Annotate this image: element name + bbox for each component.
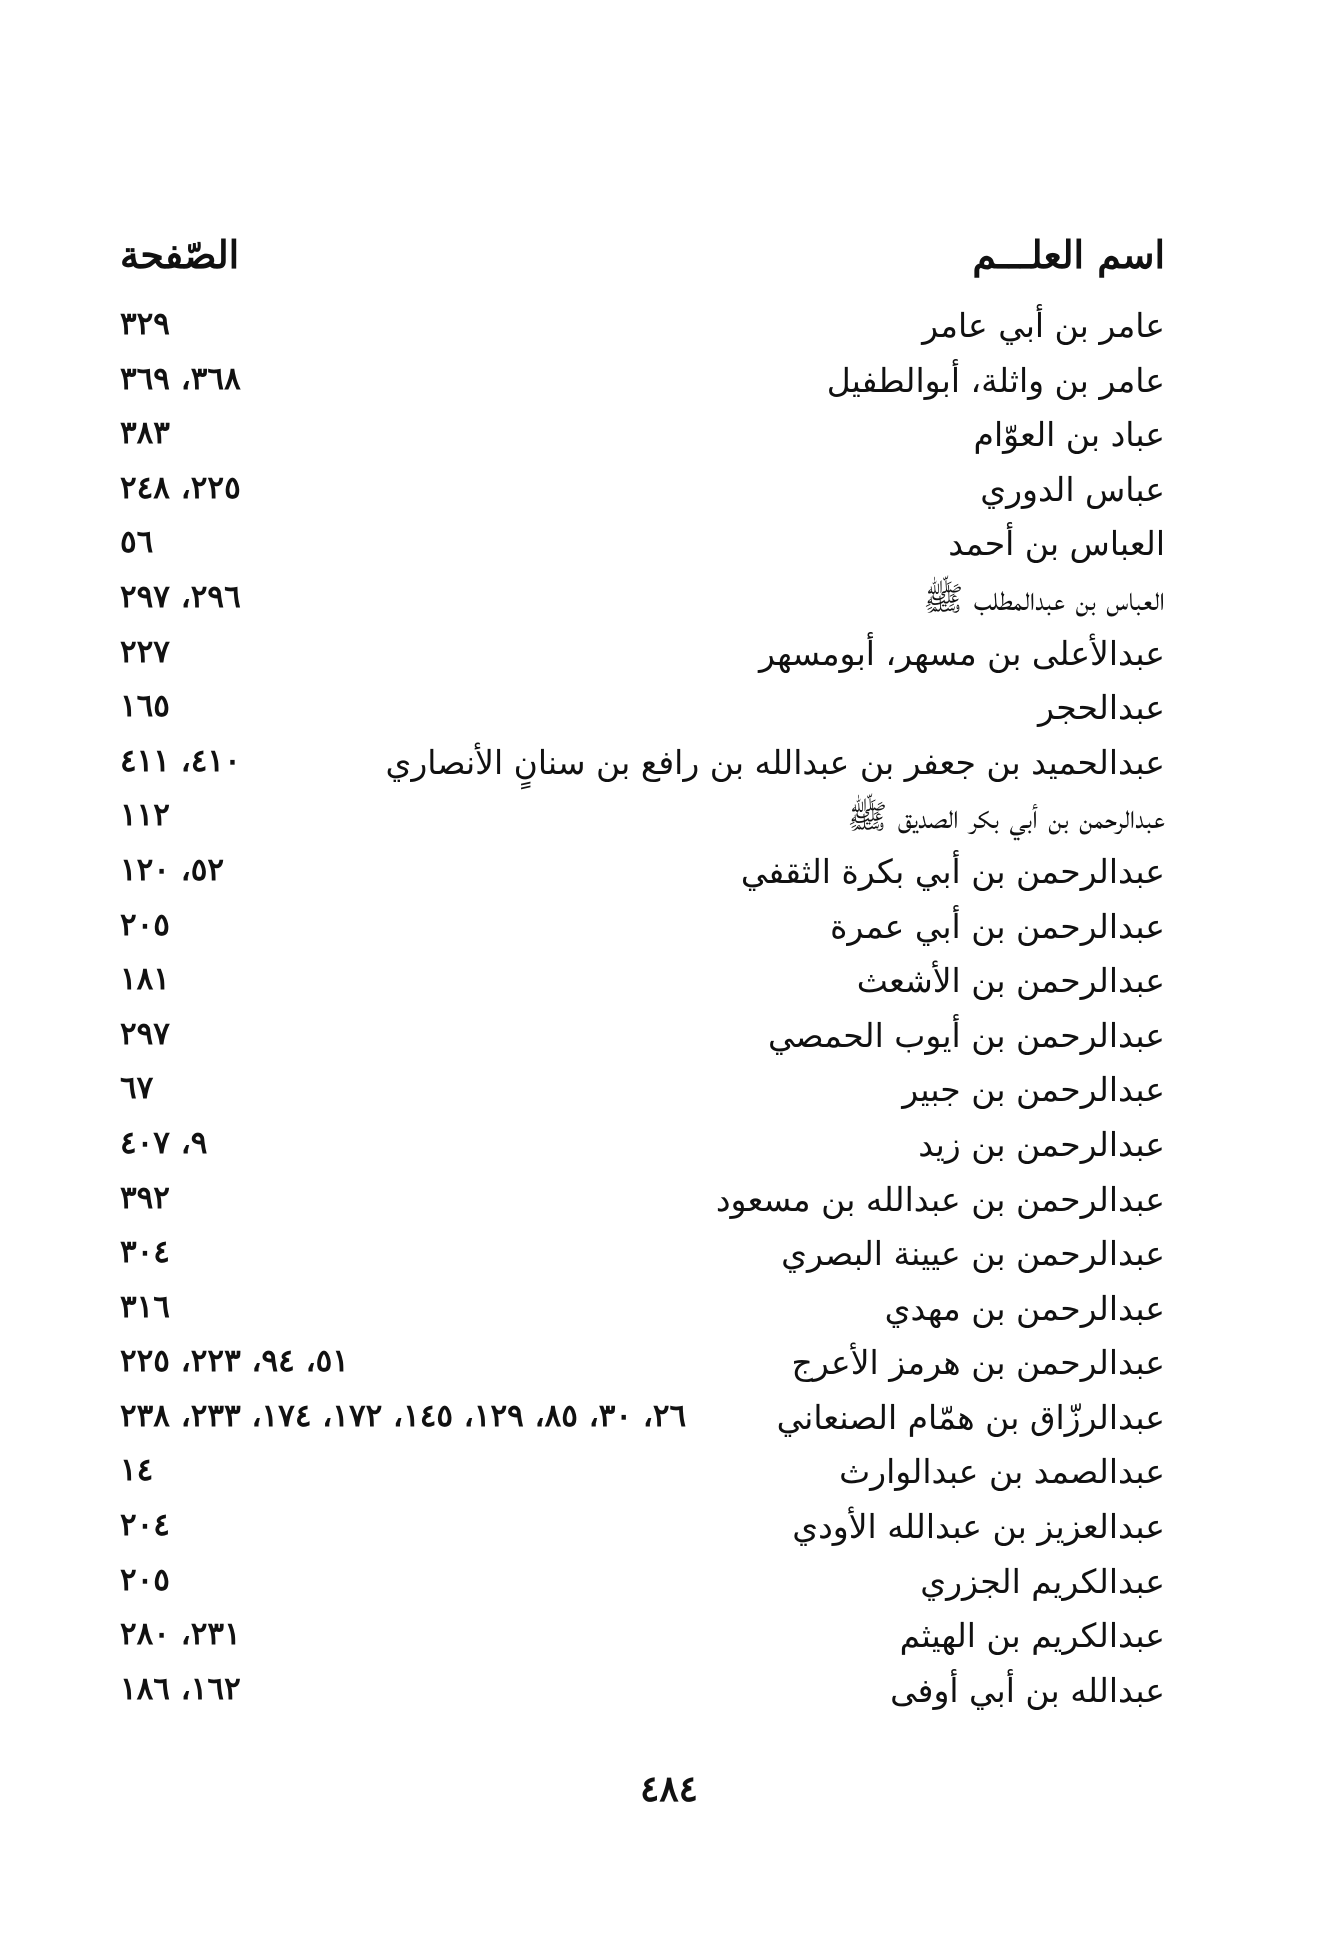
index-entry <box>120 355 1165 410</box>
index-entry <box>120 1119 1165 1174</box>
entry-name: عبدالرحمن بن جبير <box>902 1070 1165 1110</box>
index-entry <box>120 464 1165 519</box>
index-entry <box>120 1064 1165 1119</box>
index-entry <box>120 518 1165 573</box>
entry-pages: ٢٠٤ <box>120 1507 170 1544</box>
entry-pages: ٢٩٦، ٢٩٧ <box>120 578 241 615</box>
entry-name: عبدالحميد بن جعفر بن عبدالله بن رافع بن سنانٍ الأنصاري <box>385 742 1165 782</box>
entry-pages: ١٦٢، ١٨٦ <box>120 1670 241 1707</box>
index-list <box>120 300 1165 1719</box>
entry-pages: ٩، ٤٠٧ <box>120 1124 208 1161</box>
index-entry <box>120 682 1165 737</box>
entry-name: عبدالرحمن بن أبي بكرة الثقفي <box>740 851 1165 891</box>
entry-name: عباس الدوري <box>980 469 1165 509</box>
entry-pages: ٢٣١، ٢٨٠ <box>120 1616 241 1653</box>
entry-name: عبدالأعلى بن مسهر، أبومسهر <box>759 633 1165 673</box>
entry-pages: ٣٩٢ <box>120 1179 170 1216</box>
entry-name: عبدالرحمن بن أبي عمرة <box>830 906 1165 946</box>
entry-name: عبدالله بن أبي أوفى <box>890 1670 1165 1710</box>
index-entry <box>120 628 1165 683</box>
index-entry <box>120 1501 1165 1556</box>
entry-name: عبدالرزّاق بن همّام الصنعاني <box>776 1397 1165 1437</box>
entry-pages: ٢٦، ٣٠، ٨٥، ١٢٩، ١٤٥، ١٧٢، ١٧٤، ٢٣٣، ٢٣٨ <box>120 1397 687 1434</box>
entry-name: عبدالرحمن بن مهدي <box>884 1288 1165 1328</box>
entry-name: عبدالرحمن بن الأشعث <box>856 961 1165 1001</box>
entry-name: عبدالرحمن بن زيد <box>918 1124 1165 1164</box>
entry-pages: ٢٩٧ <box>120 1015 170 1052</box>
index-entry <box>120 1228 1165 1283</box>
index-header <box>120 232 1165 292</box>
page-column-heading: الصّفحة <box>120 232 240 277</box>
entry-pages: ٣٨٣ <box>120 415 170 452</box>
index-entry <box>120 1610 1165 1665</box>
entry-pages: ٢٢٧ <box>120 633 170 670</box>
index-entry <box>120 791 1165 846</box>
entry-pages: ٣١٦ <box>120 1288 170 1325</box>
entry-name: عبدالرحمن بن أبي بكر الصديق ﷺ <box>847 797 1165 837</box>
entry-pages: ٥٢، ١٢٠ <box>120 851 225 888</box>
index-entry <box>120 1283 1165 1338</box>
entry-name: عامر بن أبي عامر <box>922 306 1165 345</box>
entry-pages: ٤١٠، ٤١١ <box>120 742 241 779</box>
index-entry <box>120 573 1165 628</box>
entry-name: عبدالكريم بن الهيثم <box>899 1616 1165 1656</box>
entry-name: عبدالرحمن بن هرمز الأعرج <box>791 1343 1165 1383</box>
entry-name: عبدالعزيز بن عبدالله الأودي <box>792 1507 1165 1547</box>
index-entry <box>120 1174 1165 1229</box>
entry-pages: ١٤ <box>120 1452 154 1489</box>
entry-name: عبدالصمد بن عبدالوارث <box>839 1452 1165 1492</box>
index-entry <box>120 846 1165 901</box>
entry-pages: ١٨١ <box>120 961 170 998</box>
entry-pages: ٥٦ <box>120 524 154 561</box>
entry-pages: ٦٧ <box>120 1070 154 1107</box>
entry-name: عباد بن العوّام <box>973 415 1165 455</box>
entry-pages: ٢٢٥، ٢٤٨ <box>120 469 241 506</box>
entry-pages: ٣٠٤ <box>120 1234 170 1271</box>
index-entry <box>120 409 1165 464</box>
index-entry <box>120 1556 1165 1611</box>
index-entry <box>120 1665 1165 1720</box>
entry-name: العباس بن عبدالمطلب ﷺ <box>923 578 1165 618</box>
entry-pages: ٢٠٥ <box>120 906 170 943</box>
entry-name: عبدالكريم الجزري <box>920 1561 1165 1601</box>
entry-pages: ٥١، ٩٤، ٢٢٣، ٢٢٥ <box>120 1343 349 1380</box>
entry-name: عبدالرحمن بن عبدالله بن مسعود <box>715 1179 1165 1219</box>
entry-name: عبدالرحمن بن أيوب الحمصي <box>768 1015 1165 1055</box>
entry-name: عبدالحجر <box>1037 688 1165 728</box>
entry-name: العباس بن أحمد <box>948 524 1165 564</box>
index-entry <box>120 901 1165 956</box>
entry-pages: ٣٢٩ <box>120 306 170 342</box>
index-entry <box>120 1010 1165 1065</box>
index-entry <box>120 1392 1165 1447</box>
index-entry <box>120 1446 1165 1501</box>
index-entry <box>120 737 1165 792</box>
index-entry <box>120 300 1165 355</box>
entry-pages: ١١٢ <box>120 797 170 834</box>
index-entry <box>120 1337 1165 1392</box>
entry-name: عبدالرحمن بن عيينة البصري <box>781 1234 1165 1274</box>
page-number: ٤٨٤ <box>639 1768 698 1810</box>
entry-pages: ٢٠٥ <box>120 1561 170 1598</box>
index-entry <box>120 955 1165 1010</box>
entry-pages: ١٦٥ <box>120 688 170 725</box>
name-column-heading: اسم العلـــم <box>972 232 1165 277</box>
entry-name: عامر بن واثلة، أبوالطفيل <box>826 360 1165 400</box>
entry-pages: ٣٦٨، ٣٦٩ <box>120 360 241 397</box>
